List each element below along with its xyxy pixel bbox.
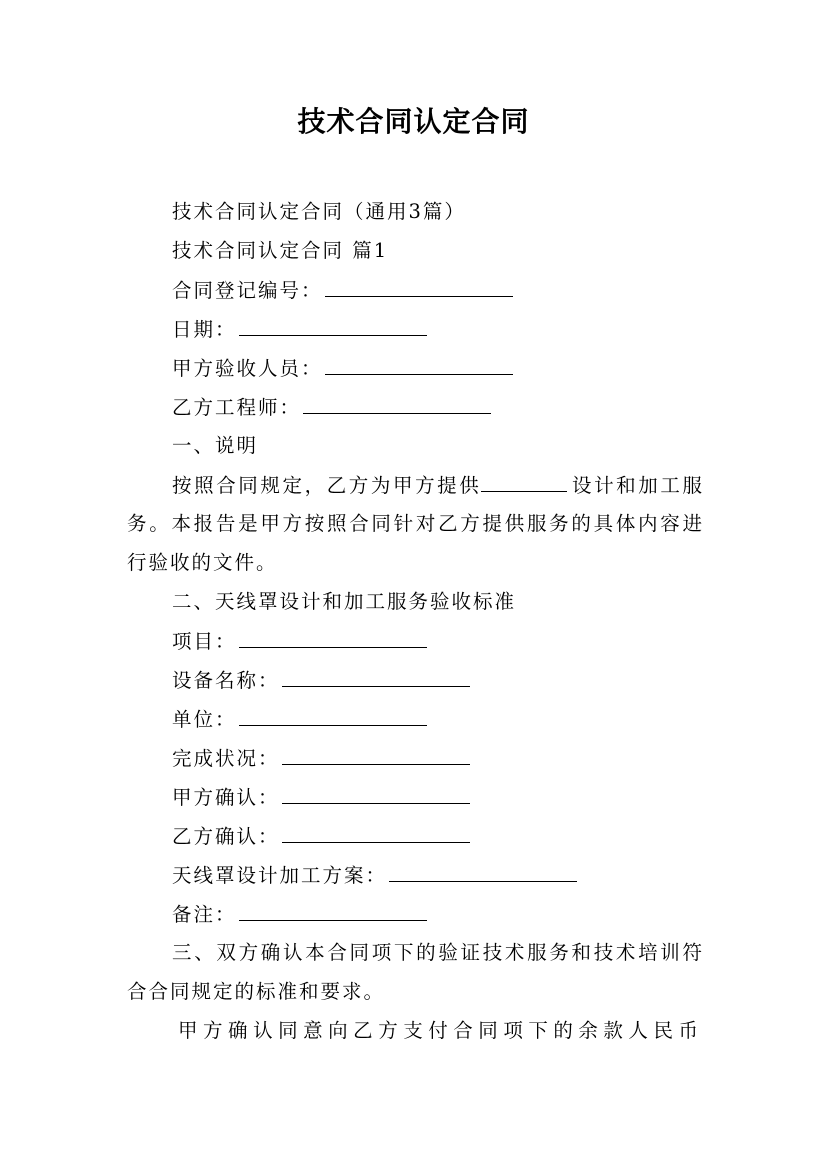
field-equipment-name bbox=[172, 666, 470, 695]
section1-para-line1 bbox=[172, 471, 702, 500]
field-remarks bbox=[172, 900, 427, 929]
section2-heading: 二、天线罩设计和加工服务验收标准 bbox=[172, 590, 517, 613]
field-project bbox=[172, 627, 427, 656]
blank-line bbox=[239, 627, 427, 648]
field-completion-status bbox=[172, 744, 470, 773]
blank-line bbox=[282, 783, 470, 804]
document-title: 技术合同认定合同 bbox=[297, 105, 530, 138]
blank-line bbox=[389, 861, 577, 882]
blank-line bbox=[239, 900, 427, 921]
blank-line bbox=[282, 744, 470, 765]
section3-line1: 三、双方确认本合同项下的验证技术服务和技术培训符 bbox=[172, 941, 702, 964]
section3-line3: 甲方确认同意向乙方支付合同项下的余款人民币 bbox=[178, 1019, 698, 1042]
field-label: 甲方确认： bbox=[172, 786, 280, 809]
field-party-b-confirm bbox=[172, 822, 470, 851]
blank-line bbox=[325, 354, 513, 375]
blank-line bbox=[325, 276, 513, 297]
para-text: 按照合同规定，乙方为甲方提供 bbox=[172, 474, 482, 497]
section1-heading: 一、说明 bbox=[172, 434, 259, 457]
field-label: 设备名称： bbox=[172, 669, 280, 692]
field-label: 乙方工程师： bbox=[172, 396, 302, 419]
field-label: 项目： bbox=[172, 630, 237, 653]
field-label: 备注： bbox=[172, 903, 237, 926]
field-label: 日期： bbox=[172, 318, 237, 341]
field-label: 甲方验收人员： bbox=[172, 357, 323, 380]
field-party-b-engineer bbox=[172, 393, 491, 422]
field-label: 合同登记编号： bbox=[172, 279, 323, 302]
blank-line bbox=[239, 315, 427, 336]
section3-line2: 合合同规定的标准和要求。 bbox=[127, 980, 386, 1003]
part-heading: 技术合同认定合同 篇1 bbox=[172, 239, 389, 262]
blank-line bbox=[303, 393, 491, 414]
field-label: 单位： bbox=[172, 708, 237, 731]
blank-line bbox=[282, 666, 470, 687]
field-contract-number bbox=[172, 276, 513, 305]
blank-line bbox=[282, 822, 470, 843]
section1-para-line2: 务。本报告是甲方按照合同针对乙方提供服务的具体内容进 bbox=[127, 512, 702, 535]
document-subtitle: 技术合同认定合同（通用3篇） bbox=[172, 200, 466, 223]
section1-para-line3: 行验收的文件。 bbox=[127, 551, 278, 574]
field-date bbox=[172, 315, 427, 344]
field-label: 完成状况： bbox=[172, 747, 280, 770]
field-party-a-confirm bbox=[172, 783, 470, 812]
para-text: 设计和加工服 bbox=[569, 474, 702, 497]
field-label: 乙方确认： bbox=[172, 825, 280, 848]
blank-line bbox=[239, 705, 427, 726]
field-unit bbox=[172, 705, 427, 734]
field-party-a-inspector bbox=[172, 354, 513, 383]
blank-line bbox=[481, 471, 567, 492]
field-radome-plan bbox=[172, 861, 577, 890]
field-label: 天线罩设计加工方案： bbox=[172, 864, 388, 887]
